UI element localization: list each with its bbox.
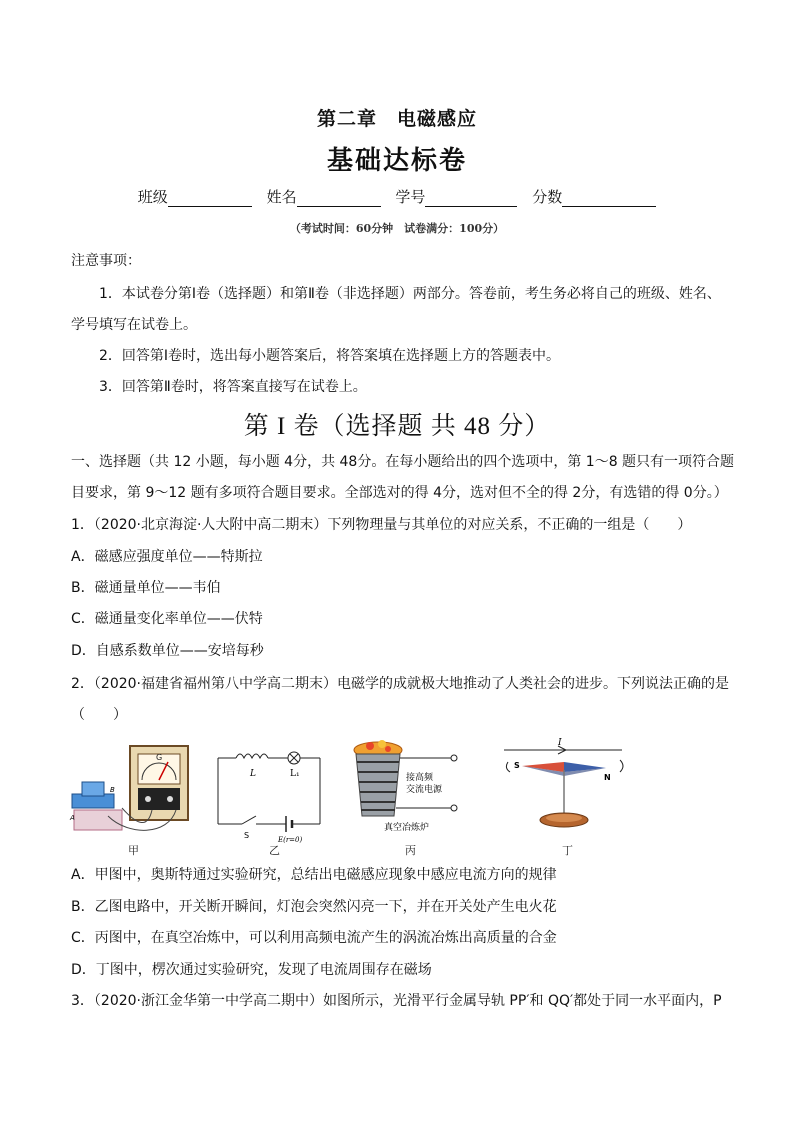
question-2-stem-line-2: （ ）	[71, 707, 127, 723]
name-blank[interactable]	[297, 190, 381, 207]
figure-ding-oersted	[500, 736, 630, 832]
student-info-row	[0, 186, 794, 207]
galvanometer-label: G	[156, 753, 163, 762]
question-2-option-a: A．甲图中，奥斯特通过实验研究，总结出电磁感应现象中感应电流方向的规律	[71, 867, 557, 883]
score-blank[interactable]	[562, 190, 656, 207]
coil-a-label: A	[70, 814, 75, 822]
question-1-option-a: A．磁感应强度单位——特斯拉	[71, 549, 263, 565]
current-label: I	[558, 738, 562, 748]
question-3-stem-line-1: 3．（2020·浙江金华第一中学高二期中）如图所示，光滑平行金属导轨 PP′和 QQ′都处于同一水平面内，P	[71, 993, 722, 1009]
field-label-name: 姓名	[266, 188, 297, 206]
chapter-title: 第二章 电磁感应	[316, 108, 477, 130]
figure-bing-furnace	[348, 736, 488, 836]
lamp-label: L₁	[290, 769, 300, 779]
inductor-label: L	[250, 769, 256, 779]
section-1-title: 第 I 卷（选择题 共 48 分）	[243, 413, 551, 440]
section-1-intro-line-2: 目要求，第 9～12 题有多项符合题目要求。全部选对的得 4分，选对但不全的得 2分，有选错的得 0分。）	[71, 485, 728, 501]
notice-item-3: 3．回答第Ⅱ卷时，将答案直接写在试卷上。	[99, 379, 367, 395]
paper-title: 基础达标卷	[326, 146, 467, 176]
field-label-score: 分数	[532, 188, 563, 206]
question-1-option-b: B．磁通量单位——韦伯	[71, 580, 221, 596]
number-blank[interactable]	[425, 190, 517, 207]
exam-time-info: （考试时间：60分钟 试卷满分：100分）	[289, 222, 505, 235]
question-2-option-d: D．丁图中，楞次通过实验研究，发现了电流周围存在磁场	[71, 962, 432, 978]
vacuum-furnace-label: 真空冶炼炉	[384, 823, 430, 833]
figure-caption-yi: 乙	[269, 844, 280, 857]
south-pole-label: S	[514, 761, 520, 770]
question-1-option-d: D．自感系数单位——安培每秒	[71, 643, 264, 659]
class-blank[interactable]	[168, 190, 252, 207]
coil-b-label: B	[110, 786, 115, 794]
figure-caption-bing: 丙	[405, 844, 416, 857]
notice-item-1-line-2: 学号填写在试卷上。	[71, 317, 197, 333]
switch-label: S	[244, 831, 250, 840]
high-frequency-label: 接高频	[406, 773, 434, 783]
figure-jia-galvanometer	[68, 736, 198, 842]
notice-heading: 注意事项：	[71, 253, 141, 269]
question-2-stem-line-1: 2．（2020·福建省福州第八中学高二期末）电磁学的成就极大地推动了人类社会的进步。下列说法正确的是	[71, 676, 729, 692]
notice-item-1-line-1: 1．本试卷分第Ⅰ卷（选择题）和第Ⅱ卷（非选择题）两部分。答卷前，考生务必将自己的班级、姓名、	[99, 286, 721, 302]
field-label-number: 学号	[395, 188, 426, 206]
question-2-option-b: B．乙图电路中，开关断开瞬间，灯泡会突然闪亮一下，并在开关处产生电火花	[71, 899, 557, 915]
figure-caption-ding: 丁	[562, 844, 573, 857]
north-pole-label: N	[604, 773, 611, 782]
ac-power-label: 交流电源	[406, 785, 443, 795]
battery-label: E(r=0)	[278, 836, 303, 844]
question-1-stem: 1．（2020·北京海淀·人大附中高二期末）下列物理量与其单位的对应关系，不正确的一组是（ ）	[71, 517, 692, 533]
question-2-option-c: C．丙图中，在真空冶炼中，可以利用高频电流产生的涡流冶炼出高质量的合金	[71, 930, 557, 946]
notice-item-2: 2．回答第Ⅰ卷时，选出每小题答案后，将答案填在选择题上方的答题表中。	[99, 348, 561, 364]
question-1-option-c: C．磁通量变化率单位——伏特	[71, 611, 263, 627]
section-1-intro-line-1: 一、选择题（共 12 小题，每小题 4分，共 48分。在每小题给出的四个选项中，第 1～8 题只有一项符合题	[71, 454, 735, 470]
figure-caption-jia: 甲	[128, 844, 139, 857]
field-label-class: 班级	[137, 188, 168, 206]
figure-yi-circuit	[212, 740, 326, 844]
